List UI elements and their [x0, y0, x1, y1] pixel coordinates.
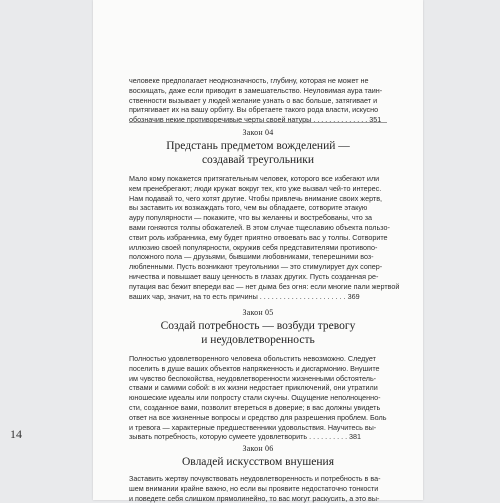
law-04-number: Закон 04 — [242, 128, 274, 137]
law-04-title-line-2: создавай треугольники — [201, 154, 315, 166]
law05-line: им чувство беспокойства, неудовлетворенности жизненными обстоятель- — [129, 373, 377, 383]
law05-line: зывать потребность, которую сумеете удовлетворить . . . . . . . . . . 381 — [129, 432, 362, 442]
page-number: 14 — [10, 427, 22, 441]
law04-line: ничества и повышает вашу ценность в глазах других. Пусть созданная ре- — [129, 271, 379, 281]
law04-line: кем пренебрегают; люди кружат вокруг тех, кто уже вызвал чей-то интерес. — [129, 183, 382, 193]
law04-line: любленными. Пусть возникают треугольники — это стимулирует дух сопер- — [129, 262, 383, 272]
intro-line: обозначив некие противоречивые черты своей натуры . . . . . . . . . . . . . . 351 — [129, 115, 382, 125]
law05-line: ответ на все жизненные вопросы и средство для разрешения проблем. Боль — [129, 412, 387, 422]
intro-line: ственности вызывает у людей желание узнать о вас больше, затягивает и — [129, 95, 378, 105]
law-04-title-line-1: Предстань предметом вожделений — — [166, 140, 350, 152]
law05-line: ствами и самими собой: в их жизни недостает приключений, они утратили — [129, 383, 378, 393]
law04-line: вы заставить их возжаждать того, чем вы обладаете, сотворите этакую — [129, 203, 368, 213]
law05-line: и тревога — характерные предшественники удовольствия. Научитесь вы- — [129, 422, 377, 432]
law05-line: юношеские идеалы или попросту стали скучны. Ощущение неполноценно- — [129, 393, 381, 403]
law04-line: ствит роль избранника, ему будет приятно отвоевать вас у толпы. Сотворите — [129, 232, 388, 242]
law-05-number: Закон 05 — [242, 308, 274, 317]
intro-paragraph — [129, 76, 419, 125]
law04-line: Нам подавай то, чего хотят другие. Чтобы привлечь внимание своих жертв, — [129, 193, 383, 203]
law-04-paragraph — [129, 174, 419, 301]
law04-line: ваших чар, значит, на то есть причины . . . . . . . . . . . . . . . . . . . . . . 369 — [129, 291, 360, 301]
law-05-paragraph — [129, 354, 419, 442]
law-06-title: Овладей искусством внушения — [181, 456, 334, 468]
law05-line: сти, созданное вами, позволит втереться в доверие; в вас должны увидеть — [129, 402, 381, 412]
law06-line: Заставить жертву почувствовать неудовлетворенность и потребность в ва- — [129, 474, 381, 483]
law04-line: положного пола — друзьями, бывшими любовниками, теперешними воз- — [129, 252, 374, 262]
law04-line: вами гоняются толпы обожателей. В этом случае тщеславию объекта пользо- — [129, 222, 390, 232]
law04-line: Мало кому покажется притягательным человек, которого все избегают или — [129, 174, 380, 183]
intro-line: восхищать, даже если приводит в замешательство. Неуловимая аура таин- — [129, 85, 383, 95]
law04-line: путация вас бежит впереди вас — нет дыма без огня: если многие пали жертвой — [129, 281, 400, 291]
law-05-title-line-1: Создай потребность — возбуди тревогу — [160, 320, 356, 332]
intro-line: притягивает их на вашу орбиту. Вы обретаете такого рода власти, искусно — [129, 105, 379, 115]
law06-line: шем внимании крайне важно, но если вы проявите недостаточно тонкости — [129, 483, 379, 493]
law-06-number: Закон 06 — [242, 444, 274, 453]
law05-line: поселить в душе ваших объектов напряженность и дисгармонию. Внушите — [129, 363, 380, 373]
intro-line: человеке предполагает неоднозначность, глубину, которая не может не — [129, 76, 369, 85]
law04-line: иллюзию своей популярности, окружив себя представителями противопо- — [129, 242, 378, 252]
section-divider — [129, 122, 387, 123]
book-page — [93, 0, 423, 503]
law05-line: Полностью удовлетворенного человека обольстить невозможно. Следует — [129, 354, 376, 363]
law-06-paragraph — [129, 474, 419, 503]
law04-line: ауру популярности — покажите, что вы желанны и востребованы, что за — [129, 213, 373, 223]
law06-line: и поведете себя слишком прямолинейно, то вас могут раскусить, а это вы- — [129, 493, 380, 503]
law-05-title-line-2: и неудовлетворенность — [201, 334, 315, 346]
